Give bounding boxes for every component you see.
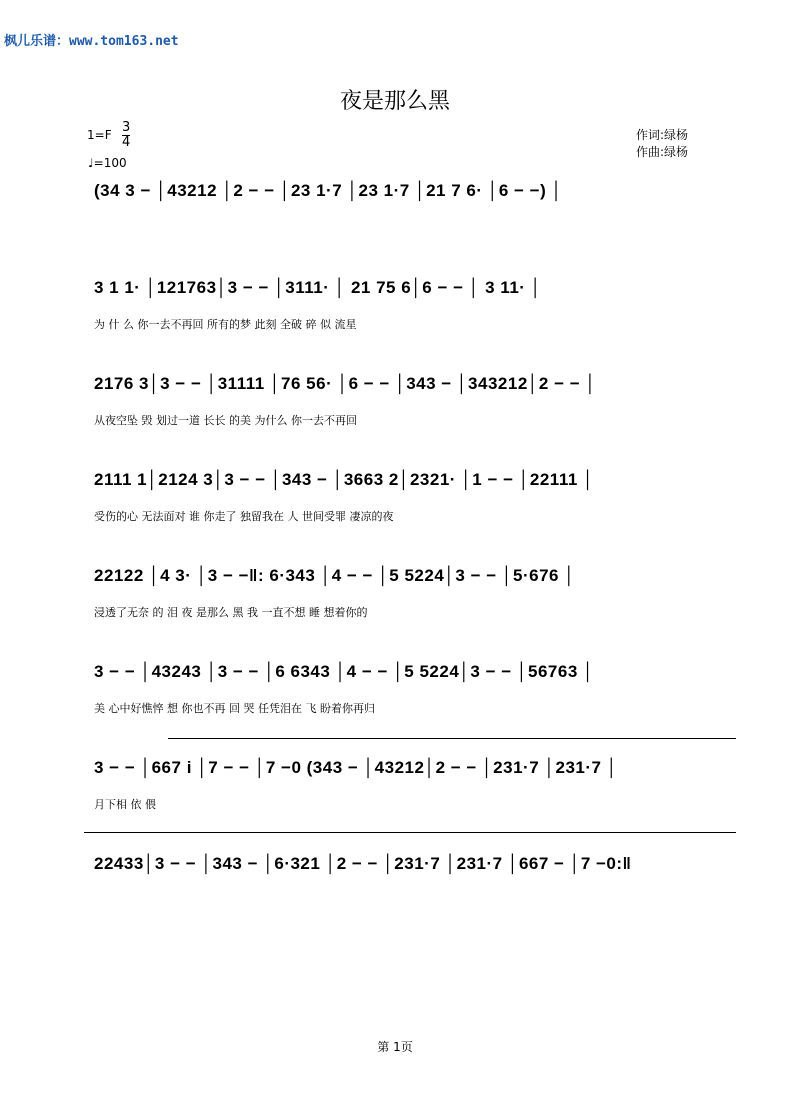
page-number: 第 1页: [377, 1040, 413, 1054]
lyrics-row-5: 浸透了无奈 的 泪 夜 是那么 黑 我 一直不想 睡 想着你的: [94, 606, 368, 619]
key-signature: 1=F: [87, 128, 112, 142]
credits: [636, 127, 688, 161]
song-title: 夜是那么黑: [339, 89, 450, 114]
volta-bracket: [168, 738, 736, 739]
lyrics-row-7: 月下相 依 偎: [94, 798, 156, 811]
time-signature-bottom: 4: [122, 135, 131, 150]
notation-row-4: 2111 1│2124 3│3 − − │343 − │3663 2│2321· │1 − − │22111 │: [94, 470, 595, 489]
lyricist: 作词:绿杨: [636, 128, 689, 142]
volta-bracket-2: [84, 832, 736, 833]
lyrics-row-6: 美 心中好憔悴 想 你也不再 回 哭 任凭泪在 飞 盼着你再归: [94, 702, 375, 715]
notation-row-8: 22433│3 − − │343 − │6·321 │2 − − │231·7 │231·7 │667 − │7 −0:‖: [94, 854, 632, 873]
notation-row-7: 3 − − │667 i │7 − − │7 −0 (343 − │43212│2 − − │231·7 │231·7 │: [94, 758, 618, 777]
notation-row-2: 3 1 1· │121763│3 − − │3111· │ 21 75 6│6 − − │ 3 11· │: [94, 278, 542, 297]
time-signature: [122, 121, 130, 150]
site-watermark: 枫儿乐谱：www.tom163.net: [4, 34, 179, 49]
time-signature-top: 3: [122, 120, 131, 135]
composer: 作曲:绿杨: [636, 145, 689, 159]
lyrics-row-3: 从夜空坠 毁 划过一道 长长 的美 为什么 你一去不再回: [94, 414, 357, 427]
tempo-marking: ♩=100: [88, 156, 127, 170]
notation-row-3: 2176 3│3 − − │31111 │76 56· │6 − − │343 − │343212│2 − − │: [94, 374, 597, 393]
notation-row-5: 22122 │4 3· │3 − −‖: 6·343 │4 − − │5 5224│3 − − │5·676 │: [94, 566, 576, 585]
notation-row-6: 3 − − │43243 │3 − − │6 6343 │4 − − │5 5224│3 − − │56763 │: [94, 662, 595, 681]
notation-row-1: (34 3 − │43212 │2 − − │23 1·7 │23 1·7 │21 7 6· │6 − −) │: [94, 181, 563, 200]
lyrics-row-4: 受伤的心 无法面对 谁 你走了 独留我在 人 世间受罪 凄凉的夜: [94, 510, 394, 523]
lyrics-row-2: 为 什 么 你一去不再回 所有的梦 此刻 全破 碎 似 流星: [94, 318, 357, 331]
